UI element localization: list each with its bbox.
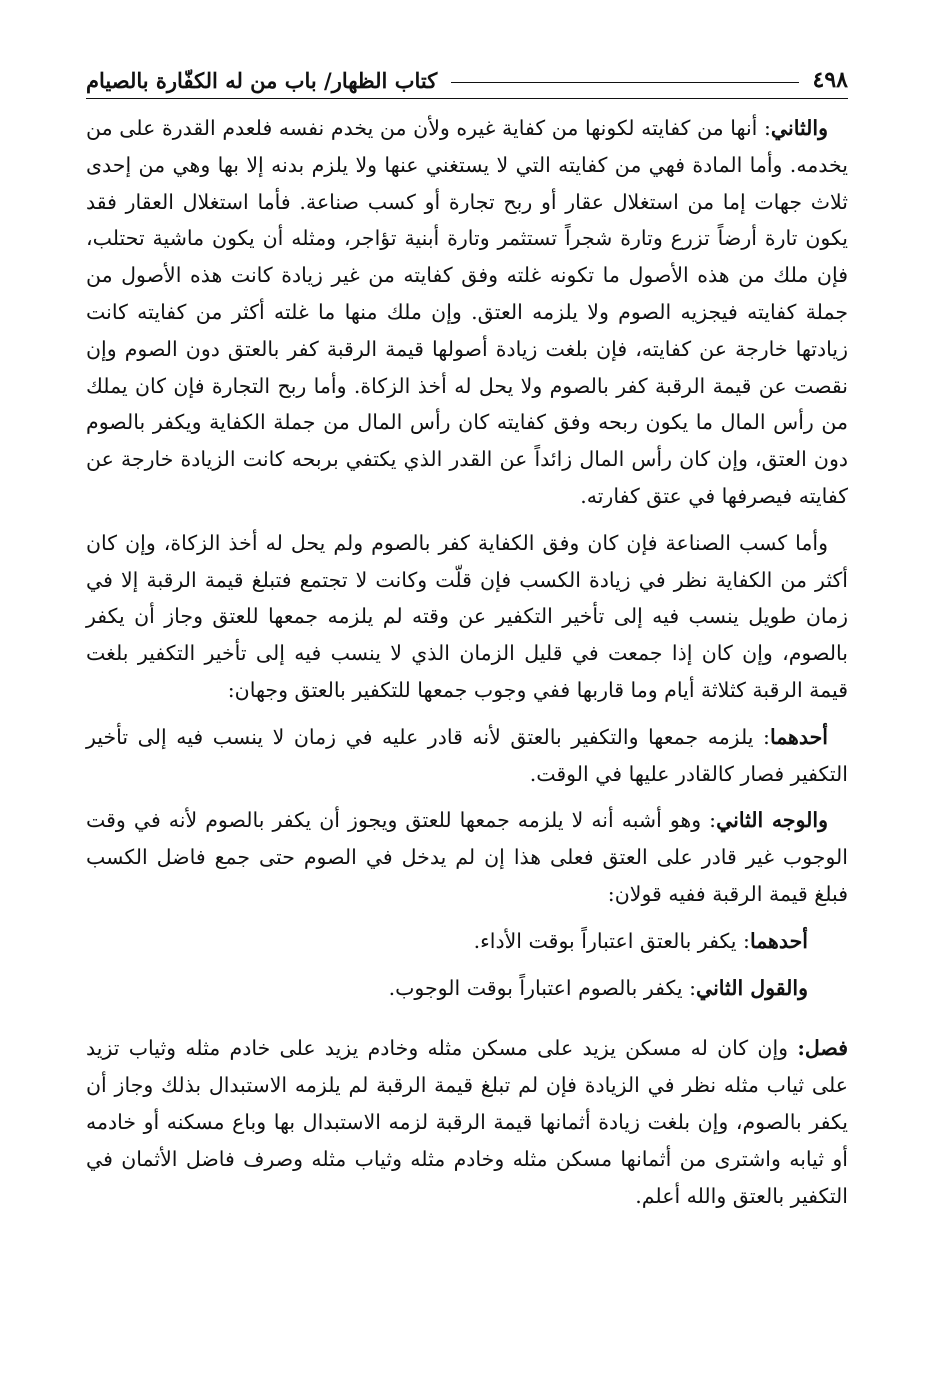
paragraph-craft-earnings	[86, 525, 848, 709]
paragraph-lead: والوجه الثاني	[716, 808, 828, 833]
paragraph-text: : أنها من كفايته لكونها من كفاية غيره ولأن من يخدم نفسه فلعدم القدرة على من يخدمه. وأما المادة فهي من كفايته التي لا يستغني عنها ولا يلزم بدنه إلا بها وهي من إحدى ثلاث جهات إما من استغلال عقار أو ربح تجارة أو كسب صناعة. فأما استغلال العقار فقد يكون تارة أرضاً تزرع وتارة شجراً تستثمر وتارة أبنية تؤاجر، ومثله أن يكون ماشية تحتلب، فإن ملك من هذه الأصول ما تكونه غلته وفق كفايته من غير زيادة كانت هذه الأصول من جملة كفايته فيجزيه الصوم ولا يلزمه العتق. وإن ملك منها ما غلته أكثر من كفايته كانت زيادتها خارجة عن كفايته، فإن بلغت زيادة أصولها قيمة الرقبة كفر بالعتق دون الصوم وإن نقصت عن قيمة الرقبة كفر بالصوم ولا يحل له أخذ الزكاة. وأما ربح التجارة فإن كان يملك من رأس المال ما يكون ربحه وفق كفايته كان رأس المال من جملة الكفاية ويكفر بالصوم دون العتق، وإن كان رأس المال زائداً عن القدر الذي يكتفي بربحه كانت الزيادة خارجة عن كفايته فيصرفها في عتق كفارته.	[86, 116, 848, 508]
paragraph-lead: أحدهما	[749, 928, 808, 953]
paragraph-first-opinion	[86, 923, 808, 960]
paragraph-text: : وهو أشبه أنه لا يلزمه جمعها للعتق ويجوز أن يكفر بالصوم لأنه في وقت الوجوب غير قادر على العتق فعلى هذا إن لم يدخل في الصوم حتى جمع فاضل الكسب فبلغ قيمة الرقبة ففيه قولان:	[86, 808, 848, 906]
paragraph-second-reason	[86, 110, 848, 515]
paragraph-lead: والقول الثاني	[696, 975, 808, 1000]
page-body	[86, 110, 848, 1224]
paragraph-second-view	[86, 802, 848, 912]
section-lead: فصل:	[797, 1036, 848, 1061]
paragraph-text: : يلزمه جمعها والتكفير بالعتق لأنه قادر عليه في زمان لا ينسب فيه إلى تأخير التكفير فصار كالقادر عليها في الوقت.	[86, 724, 848, 786]
page-number: ٤٩٨	[812, 67, 848, 93]
paragraph-section	[86, 1030, 848, 1214]
paragraph-lead: أحدهما	[769, 724, 828, 749]
running-title: كتاب الظهار/ باب من له الكفّارة بالصيام	[86, 67, 438, 93]
paragraph-text: : يكفر بالعتق اعتباراً بوقت الأداء.	[473, 928, 750, 953]
paragraph-first-view	[86, 719, 848, 793]
page-header	[86, 62, 848, 99]
paragraph-text: وإن كان له مسكن يزيد على مسكن مثله وخادم يزيد على خادم مثله وثياب تزيد على ثياب مثله نظر في الزيادة فإن لم تبلغ قيمة الرقبة لم يلزمه الاستبدال بذلك وجاز أن يكفر بالصوم، وإن بلغت زيادة أثمانها قيمة الرقبة لزمه الاستبدال بها وباع مسكنه أو خادمه أو ثيابه واشترى من أثمانها مسكن مثله وخادم مثله وثياب مثله وصرف فاضل الأثمان في التكفير بالعتق والله أعلم.	[86, 1036, 848, 1208]
paragraph-text: وأما كسب الصناعة فإن كان وفق الكفاية كفر بالصوم ولم يحل له أخذ الزكاة، وإن كان أكثر من الكفاية نظر في زيادة الكسب فإن قلّت وكانت لا تجتمع فتبلغ قيمة الرقبة إلا في زمان طويل ينسب فيه إلى تأخير التكفير عن وقته لم يلزمه جمعها للعتق وجاز أن يكفر بالصوم، وإن كان إذا جمعت في قليل الزمان الذي لا ينسب فيه إلى تأخير التكفير بلغت قيمة الرقبة كثلاثة أيام وما قاربها ففي وجوب جمعها للتكفير بالعتق وجهان:	[86, 530, 848, 702]
paragraph-text: : يكفر بالصوم اعتباراً بوقت الوجوب.	[388, 975, 696, 1000]
paragraph-second-opinion	[86, 970, 808, 1007]
section-gap	[86, 1016, 848, 1030]
header-rule	[451, 82, 798, 83]
paragraph-lead: والثاني	[770, 116, 828, 140]
